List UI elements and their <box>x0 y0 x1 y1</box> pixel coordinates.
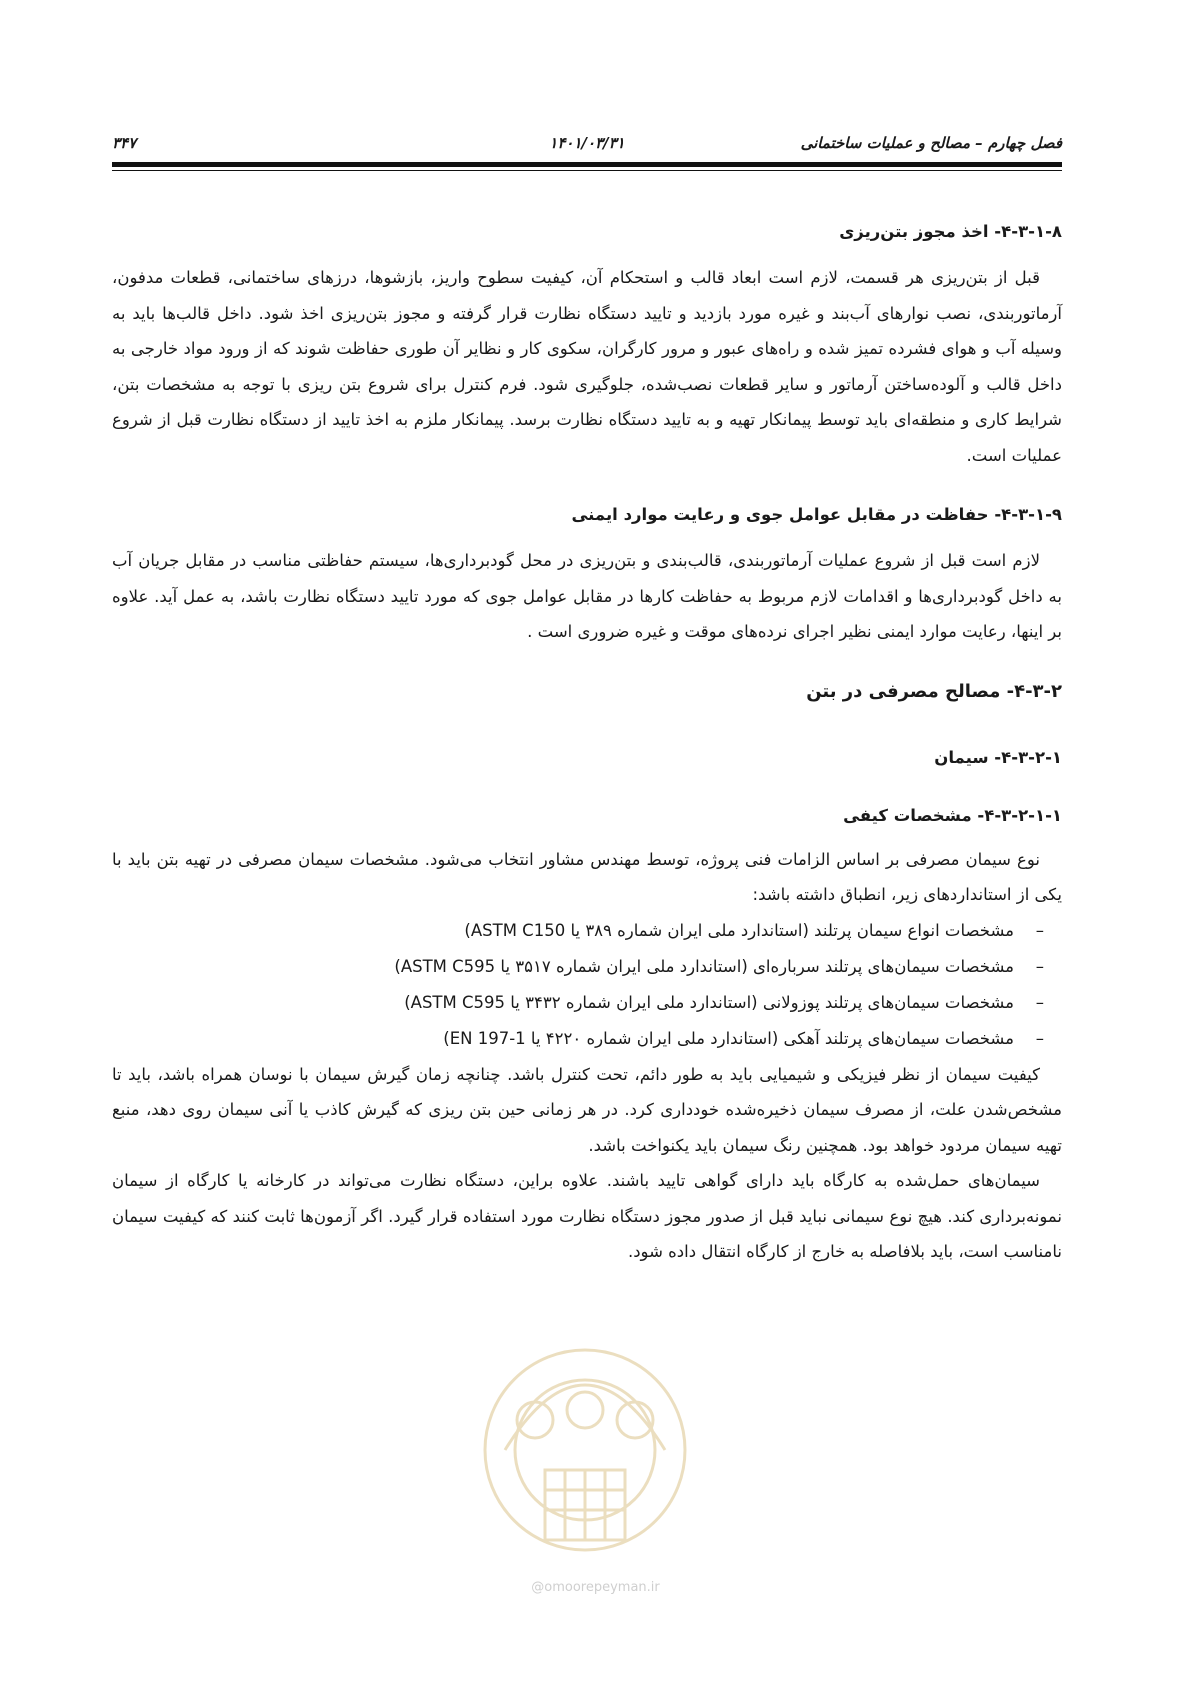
paragraph <box>112 842 1062 913</box>
section-heading: ۴-۳-۲-۱-۱- مشخصات کیفی <box>843 805 1062 825</box>
page-content <box>112 218 1062 1270</box>
paragraph <box>112 1163 1062 1270</box>
chapter-title: فصل چهارم – مصالح و عملیات ساختمانی <box>800 134 1062 152</box>
standards-list <box>112 913 1062 1057</box>
list-item: – مشخصات انواع سیمان پرتلند (استاندارد ملی ایران شماره ۳۸۹ یا ASTM C150) <box>464 920 1044 940</box>
paragraph-text: نوع سیمان مصرفی بر اساس الزامات فنی پروژه، توسط مهندس مشاور انتخاب می‌شود. مشخصات سیمان مصرفی در تهیه بتن باید با یکی از استانداردهای زیر، انطباق داشته باشد: <box>112 849 1062 904</box>
paragraph <box>112 1057 1062 1164</box>
section-heading: ۴-۳-۱-۸- اخذ مجوز بتن‌ریزی <box>839 222 1062 241</box>
paragraph-text: لازم است قبل از شروع عملیات آرماتوربندی، قالب‌بندی و بتن‌ریزی در محل گودبرداری‌ها، سیستم حفاظتی مناسب در مقابل جریان آب به داخل گودبرداری‌ها و اقدامات لازم مربوط به حفاظت کارها در مقابل عوامل جوی که مورد تایید دستگاه نظارت باشد، به عمل آید. علاوه بر اینها، رعایت موارد ایمنی نظیر اجرای نرده‌های موقت و غیره ضروری است . <box>112 551 1062 641</box>
header-rule-thin <box>112 170 1062 171</box>
paragraph <box>112 260 1062 473</box>
list-item: – مشخصات سیمان‌های پرتلند آهکی (استاندارد ملی ایران شماره ۴۲۲۰ یا EN 197-1) <box>443 1028 1044 1048</box>
paragraph <box>112 543 1062 650</box>
header-rule-thick <box>112 162 1062 167</box>
header-date: ۱۴۰۱/۰۳/۳۱ <box>549 134 625 152</box>
page-number: ۳۴۷ <box>112 134 137 152</box>
paragraph-text: قبل از بتن‌ریزی هر قسمت، لازم است ابعاد قالب و استحکام آن، کیفیت سطوح واریز، بازشوها، درزهای ساختمانی، قطعات مدفون، آرماتوربندی، نصب نوارهای آب‌بند و غیره مورد بازدید و تایید دستگاه نظارت قرار گرفته و مجوز بتن‌ریزی اخذ شود. داخل قالب‌ها باید به وسیله آب و هوای فشرده تمیز شده و راه‌های عبور و مرور کارگران، سکوی کار و نظایر آن طوری حفاظت شوند که از ورود مواد خارجی به داخل قالب و آلوده‌ساختن آرماتور و سایر قطعات نصب‌شده، جلوگیری شود. فرم کنترل برای شروع بتن ریزی با توجه به مشخصات بتن، شرایط کاری و منطقه‌ای باید توسط پیمانکار تهیه و به تایید دستگاه نظارت برسد. پیمانکار ملزم به اخذ تایید از دستگاه نظارت قبل از شروع عملیات است. <box>112 268 1062 465</box>
section-heading: ۴-۳-۲- مصالح مصرفی در بتن <box>806 680 1062 702</box>
paragraph-text: کیفیت سیمان از نظر فیزیکی و شیمیایی باید به طور دائم، تحت کنترل باشد. چنانچه زمان گیرش سیمان با نوسان همراه باشد، باید تا مشخص‌شدن علت، از مصرف سیمان ذخیره‌شده خودداری کرد. در هر زمانی حین بتن ریزی که گیرش کاذب یا آنی سیمان روی دهد، منبع تهیه سیمان مردود خواهد بود. همچنین رنگ سیمان باید یکنواخت باشد. <box>112 1064 1062 1155</box>
document-page <box>112 0 1062 1684</box>
list-item: – مشخصات سیمان‌های پرتلند سرباره‌ای (استاندارد ملی ایران شماره ۳۵۱۷ یا ASTM C595) <box>394 956 1044 976</box>
watermark-url: @omoorepeyman.ir <box>531 1580 660 1595</box>
paragraph-text: سیمان‌های حمل‌شده به کارگاه باید دارای گواهی تایید باشند. علاوه براین، دستگاه نظارت می‌تواند در کارخانه یا کارگاه از سیمان نمونه‌برداری کند. هیچ نوع سیمانی نباید قبل از صدور مجوز دستگاه نظارت مورد استفاده قرار گیرد. اگر آزمون‌ها ثابت کنند که کیفیت سیمان نامناسب است، باید بلافاصله به خارج از کارگاه انتقال داده شود. <box>112 1171 1062 1261</box>
section-heading: ۴-۳-۱-۹- حفاظت در مقابل عوامل جوی و رعایت موارد ایمنی <box>571 505 1062 524</box>
section-heading: ۴-۳-۲-۱- سیمان <box>934 747 1062 767</box>
page-header <box>112 128 1062 158</box>
list-item: – مشخصات سیمان‌های پرتلند پوزولانی (استاندارد ملی ایران شماره ۳۴۳۲ یا ASTM C595) <box>404 992 1044 1012</box>
